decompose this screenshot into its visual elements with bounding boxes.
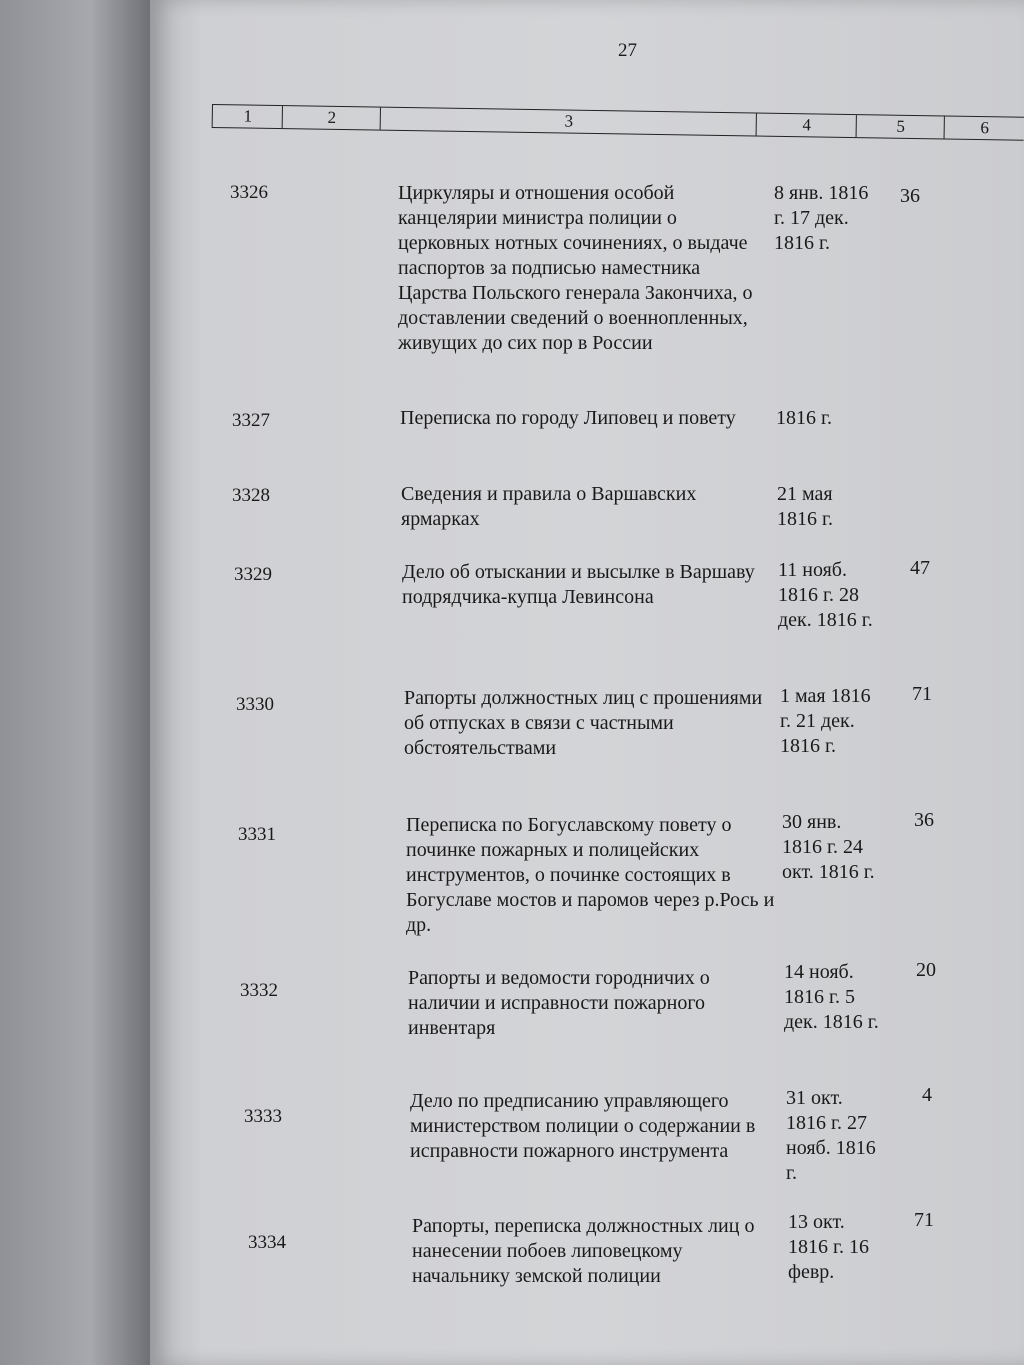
header-col-1: 1 xyxy=(212,105,283,128)
record-sheets: 71 xyxy=(914,1209,934,1231)
header-col-4: 4 xyxy=(756,114,857,138)
page-number: 27 xyxy=(618,40,637,61)
record-sheets: 20 xyxy=(916,959,936,981)
record-number: 3327 xyxy=(232,410,270,431)
record-dates: 11 нояб. 1816 г. 28 дек. 1816 г. xyxy=(778,559,873,631)
record-dates: 30 янв. 1816 г. 24 окт. 1816 г. xyxy=(782,811,875,883)
record-title: Рапорты должностных лиц с прошениями об отпусках в связи с частными обстоятельствами xyxy=(404,687,763,759)
record-sheets: 47 xyxy=(910,557,930,579)
record-title: Циркуляры и отношения особой канцелярии министра полиции о церковных нотных сочинениях, о выдаче паспортов за подписью наместника Царства Польского генерала Закончиха, о доставлении сведений о военнопленных, живущих до сих пор в России xyxy=(398,182,753,354)
header-col-2: 2 xyxy=(282,106,381,130)
record-title: Рапорты и ведомости городничих о наличии и исправности пожарного инвентаря xyxy=(408,967,710,1039)
record-number: 3330 xyxy=(236,694,274,715)
record-dates: 14 нояб. 1816 г. 5 дек. 1816 г. xyxy=(784,961,879,1033)
record-dates: 8 янв. 1816 г. 17 дек. 1816 г. xyxy=(774,182,869,254)
record-sheets: 4 xyxy=(922,1084,932,1106)
record-sheets: 71 xyxy=(912,683,932,705)
record-title: Переписка по Богуславскому повету о починке пожарных и полицейских инструментов, о починке состоящих в Богуславе мостов и паромов через р.Рось и др. xyxy=(406,814,775,936)
facing-page-edge xyxy=(0,0,150,1365)
record-dates: 1 мая 1816 г. 21 дек. 1816 г. xyxy=(780,685,871,757)
record-title: Переписка по городу Липовец и повету xyxy=(400,407,736,429)
record-number: 3332 xyxy=(240,980,278,1001)
record-number: 3328 xyxy=(232,485,270,506)
record-title: Рапорты, переписка должностных лиц о нанесении побоев липовецкому начальнику земской полиции xyxy=(412,1215,755,1287)
record-title: Дело об отыскании и высылке в Варшаву подрядчика-купца Левинсона xyxy=(402,561,755,608)
header-col-5: 5 xyxy=(856,115,945,138)
record-number: 3329 xyxy=(234,564,272,585)
record-number: 3331 xyxy=(238,824,276,845)
record-sheets: 36 xyxy=(900,185,920,207)
record-title: Сведения и правила о Варшавских ярмарках xyxy=(401,483,697,530)
header-col-6: 6 xyxy=(944,116,1024,139)
record-number: 3334 xyxy=(248,1232,286,1253)
record-dates: 1816 г. xyxy=(776,407,832,429)
record-number: 3326 xyxy=(230,182,268,203)
record-dates: 31 окт. 1816 г. 27 нояб. 1816 г. xyxy=(786,1087,876,1184)
header-col-3: 3 xyxy=(380,108,757,136)
record-number: 3333 xyxy=(244,1106,282,1127)
record-sheets: 36 xyxy=(914,809,934,831)
record-title: Дело по предписанию управляющего министерством полиции о содержании в исправности пожарного инструмента xyxy=(410,1090,756,1162)
record-dates: 13 окт. 1816 г. 16 февр. xyxy=(788,1211,869,1283)
record-dates: 21 мая 1816 г. xyxy=(777,483,833,530)
